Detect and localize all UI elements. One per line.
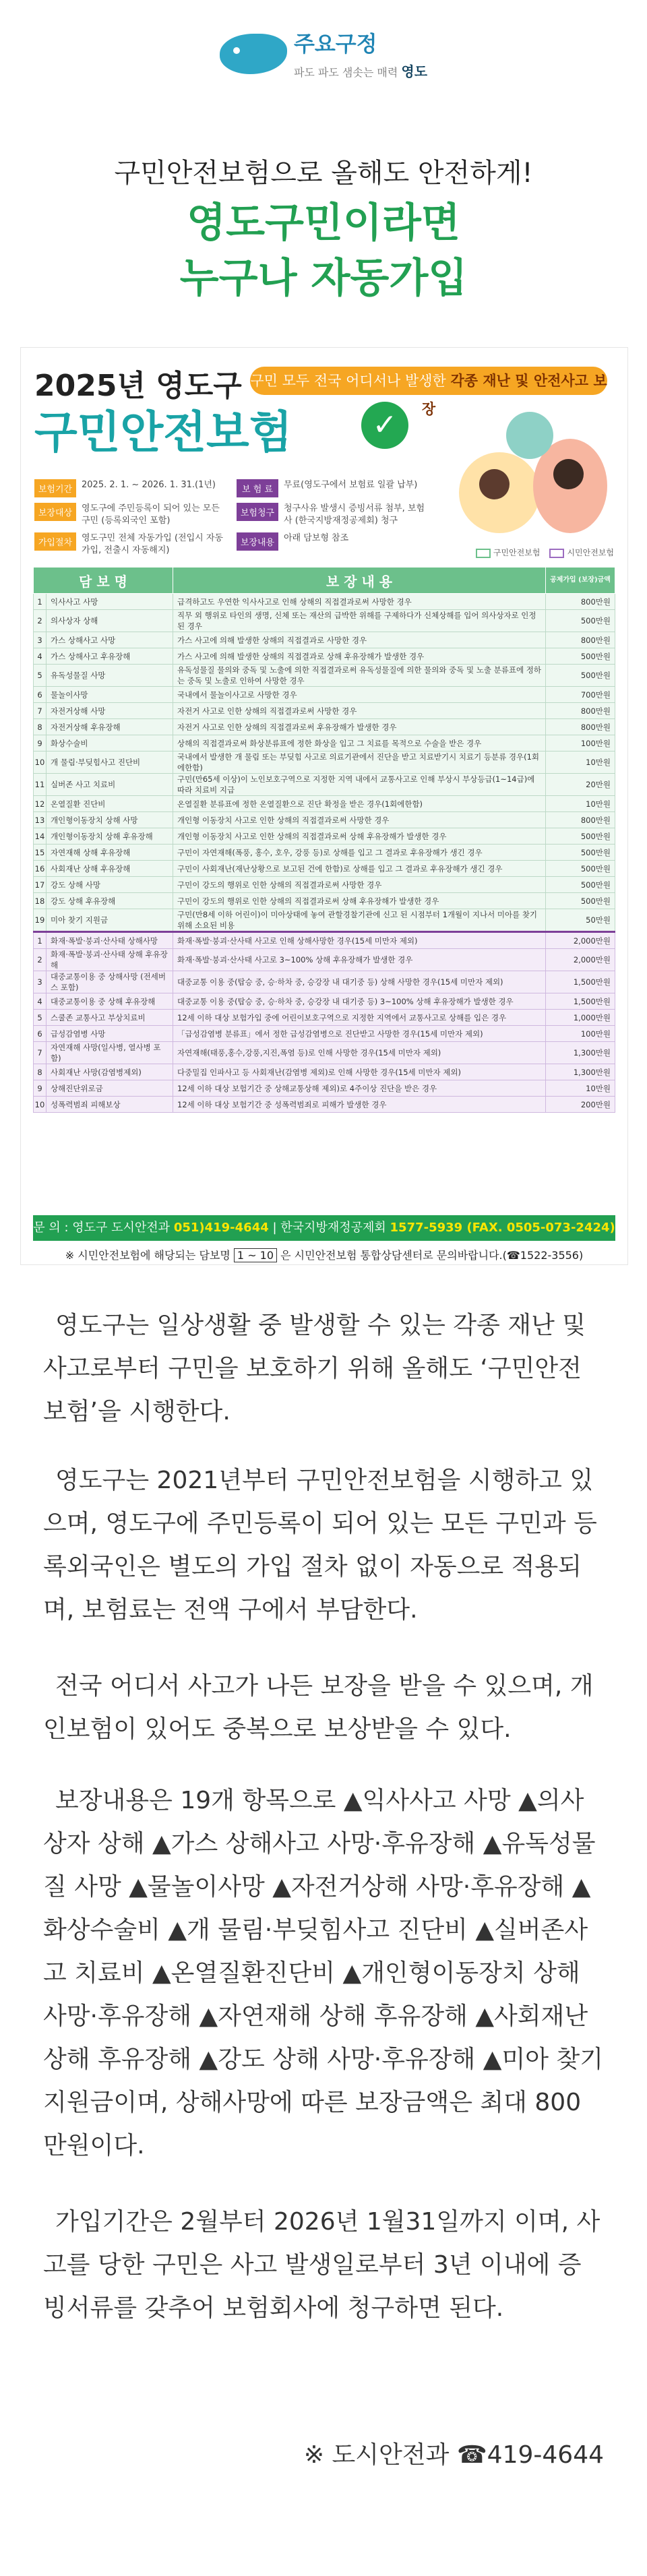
row-number: 13 — [34, 812, 47, 828]
row-name: 개인형이동장치 상해 사망 — [47, 812, 173, 828]
row-desc: 온열질환 분류표에 정한 온열질환으로 진단 확정을 받은 경우(1회에한함) — [173, 796, 546, 812]
poster-note: ※ 시민안전보험에 해당되는 담보명 1 ~ 10 은 시민안전보험 통합상담센터로 문의바랍니다.(☎1522-3556) — [65, 1249, 584, 1262]
row-name: 개 물림·부딪힘사고 진단비 — [47, 752, 173, 774]
row-amount: 500만원 — [546, 828, 615, 845]
row-number: 4 — [34, 993, 47, 1010]
row-amount: 500만원 — [546, 845, 615, 861]
row-amount: 500만원 — [546, 665, 615, 687]
poster-tag: 구민 모두 전국 어디서나 발생한 각종 재난 및 안전사고 보장 — [250, 367, 607, 395]
table-row — [34, 893, 615, 909]
row-number: 16 — [34, 861, 47, 877]
article-paragraph: 영도구는 일상생활 중 발생할 수 있는 각종 재난 및 사고로부터 구민을 보호하기 위해 올해도 ‘구민안전보험’을 시행한다. — [43, 1312, 586, 1425]
row-amount: 800만원 — [546, 632, 615, 648]
row-name: 스쿨존 교통사고 부상치료비 — [47, 1010, 173, 1026]
row-number: 8 — [34, 1064, 47, 1080]
row-desc: 12세 이하 대상 보험기간 중 상해교통상해 제외)로 4주이상 진단을 받은 경우 — [173, 1080, 546, 1097]
coverage-table-body — [34, 594, 615, 1113]
row-number: 6 — [34, 1026, 47, 1042]
table-row — [34, 774, 615, 796]
row-number: 3 — [34, 632, 47, 648]
header-amount: 공제가입 (보장)금액 — [546, 568, 615, 594]
table-row — [34, 719, 615, 735]
row-name: 상해진단위로금 — [47, 1080, 173, 1097]
row-desc: 자연재해(태풍,홍수,강풍,지진,폭염 등)로 인해 사망한 경우(15세 미만자 제외) — [173, 1042, 546, 1064]
row-name: 유독성물질 사망 — [47, 665, 173, 687]
row-amount: 10만원 — [546, 796, 615, 812]
row-name: 사회재난 상해 후유장해 — [47, 861, 173, 877]
row-desc: 구민이 자연재해(폭풍, 홍수, 호우, 강풍 등)로 상해를 입고 그 결과로 후유장해가 생긴 경우 — [173, 845, 546, 861]
row-desc: 자전거 사고로 인한 상해의 직접결과로써 후유장해가 발생한 경우 — [173, 719, 546, 735]
row-amount: 1,300만원 — [546, 1042, 615, 1064]
row-desc: 국내에서 물놀이사고로 사망한 경우 — [173, 687, 546, 703]
row-amount: 1,000만원 — [546, 1010, 615, 1026]
info-row: 보장대상 영도구에 주민등록이 되어 있는 모든 구민 (등록외국인 포함) 보험청구 청구사유 발생시 증빙서류 첨부, 보험사 (한국지방재정공제회) 청구 — [34, 503, 439, 527]
row-number: 9 — [34, 1080, 47, 1097]
table-row — [34, 993, 615, 1010]
row-amount: 2,000만원 — [546, 949, 615, 971]
row-number: 6 — [34, 687, 47, 703]
contact-bar: 문 의 : 영도구 도시안전과 051)419-4644 | 한국지방재정공제회 1577-5939 (FAX. 0505-073-2424) — [33, 1215, 615, 1241]
row-name: 가스 상해사고 사망 — [47, 632, 173, 648]
table-row — [34, 861, 615, 877]
row-amount: 10만원 — [546, 1080, 615, 1097]
row-name: 미아 찾기 지원금 — [47, 909, 173, 932]
row-amount: 100만원 — [546, 735, 615, 752]
poster-year: 2025년 영도구 — [34, 369, 242, 403]
table-row — [34, 687, 615, 703]
table-row — [34, 949, 615, 971]
table-row — [34, 594, 615, 610]
check-shield-icon: ✓ — [361, 402, 408, 449]
row-desc: 대중교통 이용 중(탑승 중, 승·하차 중, 승강장 내 대기중 등) 3~100% 상해 후유장해가 발생한 경우 — [173, 993, 546, 1010]
row-number: 5 — [34, 1010, 47, 1026]
row-number: 4 — [34, 648, 47, 665]
lead-text: 구민안전보험으로 올해도 안전하게! — [114, 158, 533, 189]
row-name: 사회재난 사망(감염병제외) — [47, 1064, 173, 1080]
article-paragraph: 영도구는 2021년부터 구민안전보험을 시행하고 있으며, 영도구에 주민등록이 되어 있는 모든 구민과 등록외국인은 별도의 가입 절차 없이 자동으로 적용되며, 보험료는 전액 구에서 부담한다. — [43, 1467, 597, 1624]
article-paragraph: 보장내용은 19개 항목으로 ▲익사사고 사망 ▲의사상자 상해 ▲가스 상해사고 사망·후유장해 ▲유독성물질 사망 ▲물놀이사망 ▲자전거상해 사망·후유장해 ▲화상수술비 ▲개 물림·부딪힘사고 진단비 ▲실버존사고 치료비 ▲온열질환진단비 ▲개인형이동장치 상해 사망·후유장해 ▲자연재해 상해 후유장해 ▲사회재난 상해 후유장해 ▲강도 상해 사망·후유장해 ▲미아 찾기 지원금이며, 상해사망에 따른 보장금액은 최대 800만원이다. — [43, 1787, 603, 2159]
table-row — [34, 735, 615, 752]
row-name: 가스 상해사고 후유장해 — [47, 648, 173, 665]
row-name: 익사사고 사망 — [47, 594, 173, 610]
row-name: 자전거상해 후유장해 — [47, 719, 173, 735]
row-amount: 800만원 — [546, 719, 615, 735]
row-name: 온열질환 진단비 — [47, 796, 173, 812]
row-number: 9 — [34, 735, 47, 752]
row-amount: 500만원 — [546, 610, 615, 632]
header-desc: 보 장 내 용 — [173, 568, 546, 594]
headline — [0, 195, 647, 306]
row-desc: 직무 외 행위로 타인의 생명, 신체 또는 재산의 급박한 위해를 구제하다가 신체상해를 입어 의사상자로 인정된 경우 — [173, 610, 546, 632]
row-name: 개인형이동장치 상해 후유장해 — [47, 828, 173, 845]
row-desc: 상해의 직접결과로써 화상분류표에 정한 화상을 입고 그 치료를 목적으로 수술을 받은 경우 — [173, 735, 546, 752]
row-amount: 50만원 — [546, 909, 615, 932]
table-row — [34, 1080, 615, 1097]
row-name: 대중교통이용 중 상해 후유장해 — [47, 993, 173, 1010]
row-amount: 1,500만원 — [546, 971, 615, 993]
header-logo — [0, 27, 647, 80]
row-number: 3 — [34, 971, 47, 993]
row-number: 19 — [34, 909, 47, 932]
row-number: 7 — [34, 703, 47, 719]
table-row — [34, 971, 615, 993]
row-name: 강도 상해 사망 — [47, 877, 173, 893]
row-number: 2 — [34, 949, 47, 971]
row-amount: 800만원 — [546, 812, 615, 828]
row-desc: 화재·폭발·붕괴·산사태 사고로 3~100% 상해 후유장해가 발생한 경우 — [173, 949, 546, 971]
table-row — [34, 665, 615, 687]
row-number: 15 — [34, 845, 47, 861]
row-number: 1 — [34, 594, 47, 610]
row-name: 자연재해 사망(일사병, 열사병 포함) — [47, 1042, 173, 1064]
row-desc: 급격하고도 우연한 익사사고로 인해 상해의 직접결과로써 사망한 경우 — [173, 594, 546, 610]
row-desc: 화재·폭발·붕괴·산사태 사고로 인해 상해사망한 경우(15세 미만자 제외) — [173, 932, 546, 949]
logo-subtitle: 파도 파도 샘솟는 매력 영도 — [293, 63, 428, 80]
row-name: 급성감염병 사망 — [47, 1026, 173, 1042]
row-desc: 대중교통 이용 중(탑승 중, 승·하차 중, 승강장 내 대기중 등) 상해 사망한 경우(15세 미만자 제외) — [173, 971, 546, 993]
row-name: 자연재해 상해 후유장해 — [47, 845, 173, 861]
row-desc: 12세 이하 대상 보험가입 중에 어린이보호구역으로 지정한 지역에서 교통사고로 상해를 입은 경우 — [173, 1010, 546, 1026]
row-amount: 2,000만원 — [546, 932, 615, 949]
table-row — [34, 828, 615, 845]
table-row — [34, 1010, 615, 1026]
table-row — [34, 610, 615, 632]
row-number: 11 — [34, 774, 47, 796]
row-desc: 유독성물질 물의와 중독 및 노출에 의한 직접결과로써 유독성물질에 의한 물의와 중독 및 노출 분류표에 정하는 중독 및 노출로 인하여 사망한 경우 — [173, 665, 546, 687]
row-amount: 1,300만원 — [546, 1064, 615, 1080]
row-amount: 20만원 — [546, 774, 615, 796]
family-illustration — [452, 412, 614, 536]
headline-line-2: 누구나 자동가입 — [179, 255, 468, 302]
row-desc: 구민이 강도의 행위로 인한 상해의 직접결과로써 상해 후유장해가 발생한 경우 — [173, 893, 546, 909]
row-number: 12 — [34, 796, 47, 812]
table-legend: 구민안전보험 시민안전보험 — [476, 547, 614, 558]
logo-mascot-icon — [220, 34, 287, 74]
table-row — [34, 909, 615, 932]
row-number: 14 — [34, 828, 47, 845]
table-row — [34, 703, 615, 719]
row-desc: 구민이 강도의 행위로 인한 상해의 직접결과로써 사망한 경우 — [173, 877, 546, 893]
row-desc: 구민(만8세 이하 어린이)이 미아상태에 놓여 관할경찰기관에 신고 된 시점부터 1개월이 지나서 미아를 찾기 위해 소요된 비용 — [173, 909, 546, 932]
row-name: 화재·폭발·붕괴·산사태 상해 후유장해 — [47, 949, 173, 971]
row-desc: 자전거 사고로 인한 상해의 직접결과로써 사망한 경우 — [173, 703, 546, 719]
table-row — [34, 877, 615, 893]
row-amount: 500만원 — [546, 877, 615, 893]
table-row — [34, 1064, 615, 1080]
info-row: 가입절차 영도구민 전체 자동가입 (전입시 자동가입, 전출시 자동해지) 보장내용 아래 담보형 참조 — [34, 532, 439, 557]
coverage-table — [33, 567, 615, 1113]
row-desc: 다중밀집 인파사고 등 사회재난(감염병 제외)로 인해 사망한 경우(15세 미만자 제외) — [173, 1064, 546, 1080]
row-number: 5 — [34, 665, 47, 687]
article-paragraph: 전국 어디서 사고가 나든 보장을 받을 수 있으며, 개인보험이 있어도 중복으로 보상받을 수 있다. — [43, 1672, 594, 1743]
row-name: 물놀이사망 — [47, 687, 173, 703]
row-name: 의사상자 상해 — [47, 610, 173, 632]
row-number: 1 — [34, 932, 47, 949]
row-number: 7 — [34, 1042, 47, 1064]
row-amount: 1,500만원 — [546, 993, 615, 1010]
row-number: 10 — [34, 1097, 47, 1113]
table-row — [34, 752, 615, 774]
row-desc: 국내에서 발생한 개 물림 또는 부딪힘 사고로 의료기관에서 진단을 받고 치료받기시 치료기 등분류 경우(1회에한함) — [173, 752, 546, 774]
table-row — [34, 1097, 615, 1113]
row-name: 성폭력범죄 피해보상 — [47, 1097, 173, 1113]
row-name: 대중교통이용 중 상해사망 (전세버스 포함) — [47, 971, 173, 993]
row-number: 8 — [34, 719, 47, 735]
row-desc: 개인형 이동장치 사고로 인한 상해의 직접결과로써 사망한 경우 — [173, 812, 546, 828]
article-paragraph: 가입기간은 2월부터 2026년 1월31일까지 이며, 사고를 당한 구민은 사고 발생일로부터 3년 이내에 증빙서류를 갖추어 보험회사에 청구하면 된다. — [43, 2208, 600, 2322]
row-desc: 「급성감염병 분류표」에서 정한 급성감염병으로 진단받고 사망한 경우(15세 미만자 제외) — [173, 1026, 546, 1042]
row-amount: 10만원 — [546, 752, 615, 774]
insurance-poster — [20, 347, 628, 1265]
row-number: 18 — [34, 893, 47, 909]
table-row — [34, 1042, 615, 1064]
headline-line-1: 영도구민이라면 — [187, 200, 460, 247]
row-amount: 500만원 — [546, 893, 615, 909]
row-amount: 200만원 — [546, 1097, 615, 1113]
info-row: 보험기간 2025. 2. 1. ~ 2026. 1. 31.(1년) 보 험 료 무료(영도구에서 보험료 일괄 납부) — [34, 479, 439, 497]
logo-title: 주요구정 — [293, 31, 377, 57]
row-desc: 가스 사고에 의해 발생한 상해의 직접결과로 사망한 경우 — [173, 632, 546, 648]
row-name: 화상수술비 — [47, 735, 173, 752]
row-number: 17 — [34, 877, 47, 893]
row-desc: 가스 사고에 의해 발생한 상해의 직접결과로 상해 후유장해가 발생한 경우 — [173, 648, 546, 665]
table-row — [34, 796, 615, 812]
row-number: 10 — [34, 752, 47, 774]
row-number: 2 — [34, 610, 47, 632]
row-amount: 700만원 — [546, 687, 615, 703]
footer-contact: ※ 도시안전과 ☎419-4644 — [303, 2441, 604, 2469]
row-amount: 500만원 — [546, 861, 615, 877]
row-name: 화재·폭발·붕괴·산사태 상해사망 — [47, 932, 173, 949]
row-name: 자전거상해 사망 — [47, 703, 173, 719]
table-row — [34, 812, 615, 828]
row-amount: 800만원 — [546, 703, 615, 719]
table-row — [34, 932, 615, 949]
row-desc: 구민(만65세 이상)이 노인보호구역으로 지정한 지역 내에서 교통사고로 인해 부상시 부상등급(1~14급)에 따라 치료비 지급 — [173, 774, 546, 796]
table-row — [34, 648, 615, 665]
row-desc: 개인형 이동장치 사고로 인한 상해의 직접결과로써 상해 후유장해가 발생한 경우 — [173, 828, 546, 845]
row-name: 실버존 사고 치료비 — [47, 774, 173, 796]
table-row — [34, 845, 615, 861]
row-amount: 100만원 — [546, 1026, 615, 1042]
table-row — [34, 1026, 615, 1042]
row-amount: 500만원 — [546, 648, 615, 665]
row-name: 강도 상해 후유장해 — [47, 893, 173, 909]
row-desc: 12세 이하 대상 보험기간 중 성폭력범죄로 피해가 발생한 경우 — [173, 1097, 546, 1113]
header-name: 담 보 명 — [34, 568, 173, 594]
row-desc: 구민이 사회재난(재난상황으로 보고된 건에 한함)로 상해를 입고 그 결과로 후유장해가 생긴 경우 — [173, 861, 546, 877]
poster-title: 구민안전보험 — [34, 406, 292, 458]
row-amount: 800만원 — [546, 594, 615, 610]
table-row — [34, 632, 615, 648]
poster-info — [34, 479, 439, 562]
